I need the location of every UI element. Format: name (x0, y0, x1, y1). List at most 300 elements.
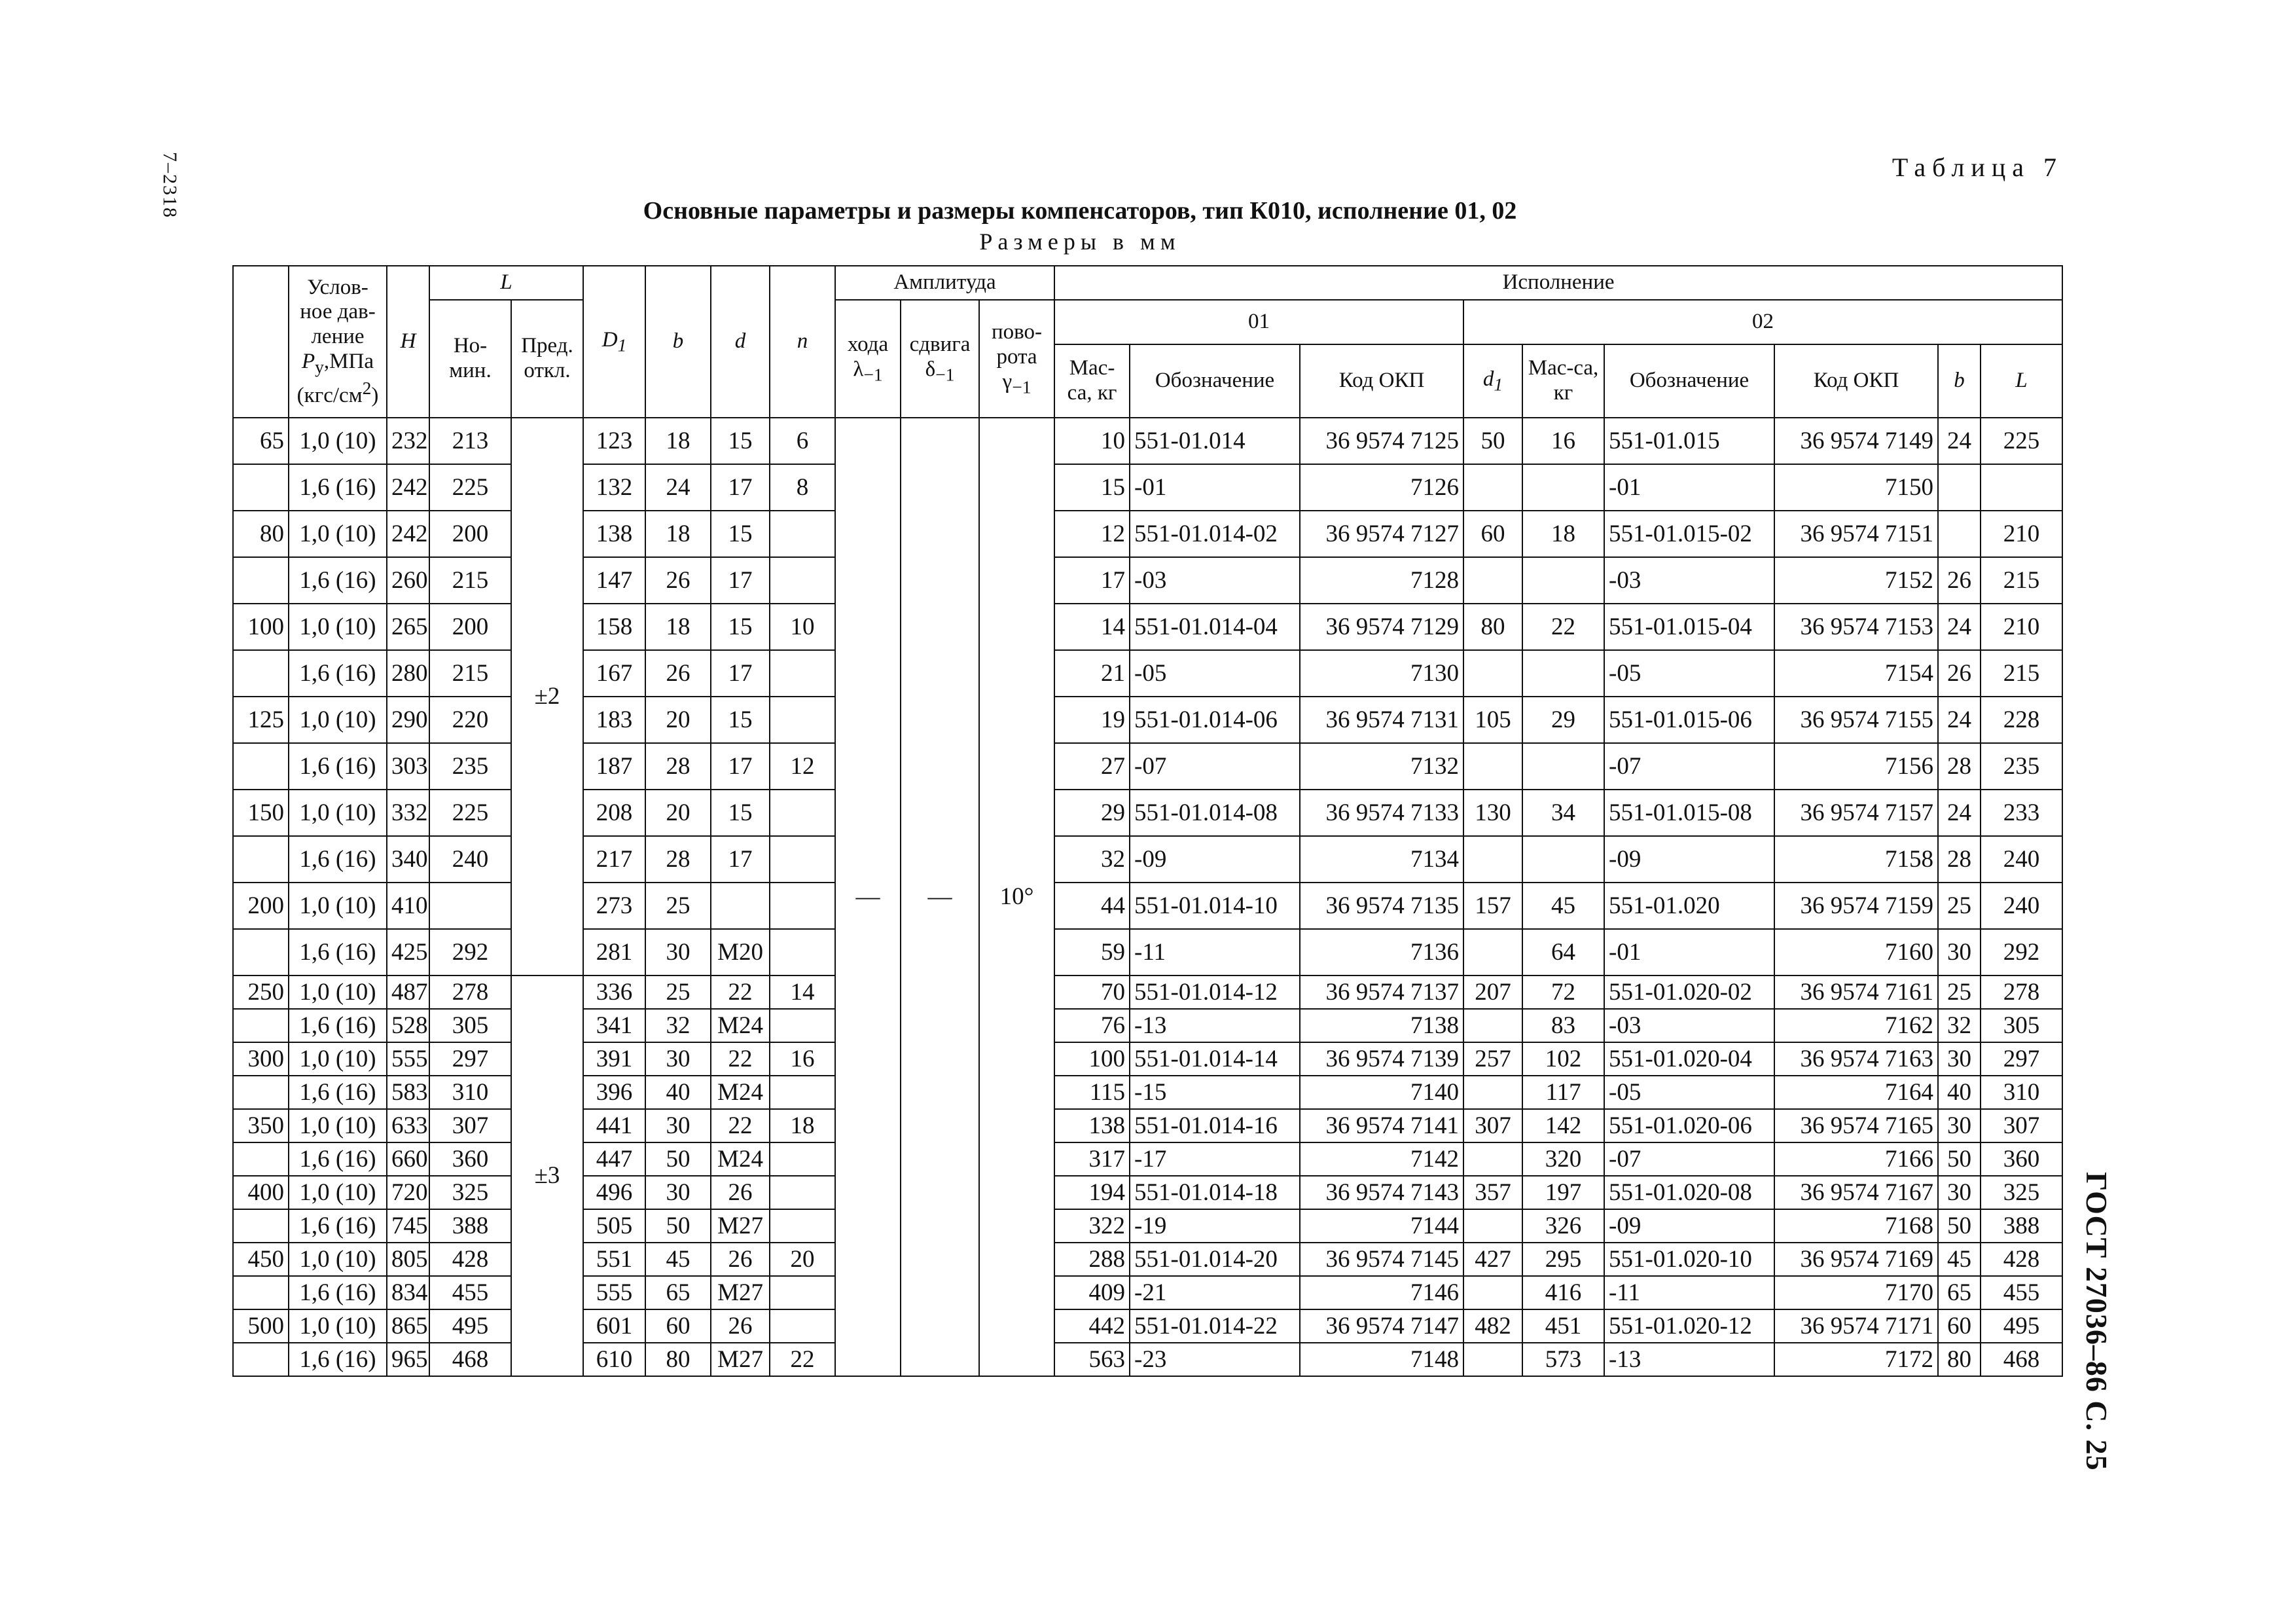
cell-okp1: 36 9574 7137 (1300, 976, 1463, 1009)
cell-des1: 551-01.014-18 (1130, 1176, 1300, 1209)
cell-m1: 15 (1054, 464, 1130, 511)
cell-d1: 167 (583, 650, 645, 697)
cell-m2 (1522, 650, 1604, 697)
cell-l: 468 (429, 1343, 511, 1376)
cell-b: 50 (645, 1142, 711, 1176)
header-designation-02: Обозначение (1604, 344, 1774, 418)
cell-d1: 257 (1463, 1042, 1522, 1076)
cell-d: 22 (711, 976, 770, 1009)
cell-okp2: 7168 (1774, 1209, 1938, 1243)
cell-h: 745 (387, 1209, 429, 1243)
cell-dn (233, 929, 289, 976)
cell-h: 260 (387, 557, 429, 604)
cell-okp2: 36 9574 7155 (1774, 697, 1938, 743)
cell-des2: 551-01.015-06 (1604, 697, 1774, 743)
cell-m1: 138 (1054, 1109, 1130, 1142)
cell-b2: 80 (1938, 1343, 1981, 1376)
cell-b: 30 (645, 1109, 711, 1142)
cell-d: М27 (711, 1343, 770, 1376)
cell-d: 17 (711, 557, 770, 604)
table-row (233, 1176, 2062, 1209)
table-header (233, 266, 2062, 418)
cell-des1: -05 (1130, 650, 1300, 697)
cell-des1: 551-01.014-12 (1130, 976, 1300, 1009)
table-subtitle: Размеры в мм (979, 228, 1181, 255)
cell-l: 200 (429, 604, 511, 650)
cell-m2: 197 (1522, 1176, 1604, 1209)
cell-des1: -19 (1130, 1209, 1300, 1243)
cell-m1: 10 (1054, 418, 1130, 464)
table-label: Таблица 7 (1892, 153, 2063, 182)
cell-turn: 10° (979, 418, 1054, 1376)
cell-b: 18 (645, 418, 711, 464)
cell-d: 17 (711, 650, 770, 697)
cell-l2: 455 (1981, 1276, 2062, 1309)
cell-py: 1,0 (10) (289, 1243, 387, 1276)
cell-des2: 551-01.020-04 (1604, 1042, 1774, 1076)
cell-d: М27 (711, 1209, 770, 1243)
cell-m2: 295 (1522, 1243, 1604, 1276)
cell-py: 1,0 (10) (289, 1042, 387, 1076)
cell-b2: 40 (1938, 1076, 1981, 1109)
cell-d1 (1463, 1276, 1522, 1309)
cell-h: 410 (387, 883, 429, 929)
cell-h: 280 (387, 650, 429, 697)
cell-b: 30 (645, 1176, 711, 1209)
cell-des2: 551-01.020 (1604, 883, 1774, 929)
cell-n (770, 1276, 835, 1309)
cell-des1: -03 (1130, 557, 1300, 604)
cell-d1 (1463, 1209, 1522, 1243)
table-row (233, 464, 2062, 511)
cell-m1: 70 (1054, 976, 1130, 1009)
header-version-01: 01 (1054, 300, 1463, 344)
table-row (233, 1343, 2062, 1376)
cell-py: 1,6 (16) (289, 464, 387, 511)
cell-b: 28 (645, 743, 711, 790)
cell-l2: 360 (1981, 1142, 2062, 1176)
table-row (233, 1042, 2062, 1076)
cell-d: 15 (711, 604, 770, 650)
cell-n (770, 1076, 835, 1109)
cell-l2: 215 (1981, 557, 2062, 604)
table-row (233, 836, 2062, 883)
cell-py: 1,6 (16) (289, 1276, 387, 1309)
cell-py: 1,0 (10) (289, 790, 387, 836)
cell-m2: 416 (1522, 1276, 1604, 1309)
table-row (233, 697, 2062, 743)
header-L2: L (1981, 344, 2062, 418)
cell-d: М27 (711, 1276, 770, 1309)
page-number-left: 7–2318 (159, 152, 181, 219)
table-row (233, 650, 2062, 697)
cell-m2: 16 (1522, 418, 1604, 464)
cell-l: 360 (429, 1142, 511, 1176)
cell-m2 (1522, 743, 1604, 790)
cell-des2: -09 (1604, 1209, 1774, 1243)
cell-b2: 24 (1938, 604, 1981, 650)
cell-py: 1,6 (16) (289, 836, 387, 883)
cell-l2 (1981, 464, 2062, 511)
cell-dn (233, 464, 289, 511)
cell-okp1: 7148 (1300, 1343, 1463, 1376)
standard-reference: ГОСТ 27036–86 С. 25 (2080, 1172, 2113, 1471)
cell-l: 388 (429, 1209, 511, 1243)
cell-py: 1,6 (16) (289, 1142, 387, 1176)
cell-m1: 194 (1054, 1176, 1130, 1209)
table-row (233, 1142, 2062, 1176)
table-row (233, 557, 2062, 604)
cell-des1: -07 (1130, 743, 1300, 790)
cell-okp1: 7146 (1300, 1276, 1463, 1309)
cell-des2: 551-01.015-08 (1604, 790, 1774, 836)
cell-b: 26 (645, 650, 711, 697)
cell-okp1: 36 9574 7147 (1300, 1309, 1463, 1343)
cell-l2: 225 (1981, 418, 2062, 464)
cell-d: М24 (711, 1142, 770, 1176)
cell-h: 265 (387, 604, 429, 650)
cell-l2: 307 (1981, 1109, 2062, 1142)
cell-b2: 32 (1938, 1009, 1981, 1042)
cell-des1: 551-01.014-16 (1130, 1109, 1300, 1142)
cell-h: 555 (387, 1042, 429, 1076)
cell-py: 1,6 (16) (289, 1343, 387, 1376)
cell-d1: 482 (1463, 1309, 1522, 1343)
cell-py: 1,6 (16) (289, 557, 387, 604)
cell-okp1: 7128 (1300, 557, 1463, 604)
header-py: Услов- ное дав- ление $P_у,МПа$ $(кгс/см^2)$ (289, 266, 387, 418)
table-row (233, 1209, 2062, 1243)
table-row (233, 1243, 2062, 1276)
cell-L-deviation-large: ±3 (511, 976, 583, 1376)
cell-des2: -01 (1604, 464, 1774, 511)
cell-b2: 30 (1938, 929, 1981, 976)
cell-des1: -01 (1130, 464, 1300, 511)
cell-n: 20 (770, 1243, 835, 1276)
cell-m2 (1522, 464, 1604, 511)
cell-d (711, 883, 770, 929)
cell-m2: 64 (1522, 929, 1604, 976)
cell-h: 805 (387, 1243, 429, 1276)
cell-d1 (1463, 464, 1522, 511)
cell-d1: 130 (1463, 790, 1522, 836)
cell-l: 200 (429, 511, 511, 557)
cell-dn: 350 (233, 1109, 289, 1142)
cell-des1: 551-01.014-02 (1130, 511, 1300, 557)
header-L: L (429, 266, 583, 300)
cell-m1: 14 (1054, 604, 1130, 650)
cell-okp1: 36 9574 7143 (1300, 1176, 1463, 1209)
cell-d1: 441 (583, 1109, 645, 1142)
cell-okp2: 36 9574 7159 (1774, 883, 1938, 929)
cell-des2: -07 (1604, 1142, 1774, 1176)
cell-d1: 396 (583, 1076, 645, 1109)
cell-l2: 305 (1981, 1009, 2062, 1042)
cell-b: 40 (645, 1076, 711, 1109)
parameters-table (232, 265, 2063, 1377)
cell-d1: 60 (1463, 511, 1522, 557)
cell-m1: 59 (1054, 929, 1130, 976)
cell-m1: 12 (1054, 511, 1130, 557)
table-title: Основные параметры и размеры компенсаторов, тип К010, исполнение 01, 02 (643, 197, 1517, 225)
cell-h: 242 (387, 511, 429, 557)
cell-des2: -09 (1604, 836, 1774, 883)
cell-l: 292 (429, 929, 511, 976)
cell-m1: 288 (1054, 1243, 1130, 1276)
cell-b: 45 (645, 1243, 711, 1276)
cell-py: 1,6 (16) (289, 929, 387, 976)
cell-d1: 217 (583, 836, 645, 883)
cell-d: 17 (711, 743, 770, 790)
cell-okp1: 36 9574 7131 (1300, 697, 1463, 743)
cell-n (770, 557, 835, 604)
cell-d: М24 (711, 1076, 770, 1109)
cell-okp1: 36 9574 7139 (1300, 1042, 1463, 1076)
cell-l2: 388 (1981, 1209, 2062, 1243)
header-D1: $D_1$ (583, 266, 645, 418)
cell-n (770, 1209, 835, 1243)
cell-l: 278 (429, 976, 511, 1009)
cell-b2: 26 (1938, 650, 1981, 697)
cell-des2: -03 (1604, 1009, 1774, 1042)
cell-des1: -09 (1130, 836, 1300, 883)
cell-okp2: 7154 (1774, 650, 1938, 697)
header-okp-01: Код ОКП (1300, 344, 1463, 418)
cell-shift: — (901, 418, 979, 1376)
cell-des2: -05 (1604, 650, 1774, 697)
cell-okp2: 7156 (1774, 743, 1938, 790)
cell-des1: 551-01.014-08 (1130, 790, 1300, 836)
table-row (233, 511, 2062, 557)
header-dn (233, 266, 289, 418)
cell-b2: 50 (1938, 1209, 1981, 1243)
cell-dn (233, 650, 289, 697)
cell-n: 14 (770, 976, 835, 1009)
cell-des2: -11 (1604, 1276, 1774, 1309)
cell-b2: 45 (1938, 1243, 1981, 1276)
cell-py: 1,0 (10) (289, 604, 387, 650)
cell-d1: 281 (583, 929, 645, 976)
cell-d1: 183 (583, 697, 645, 743)
cell-okp2: 36 9574 7153 (1774, 604, 1938, 650)
cell-l: 495 (429, 1309, 511, 1343)
cell-n: 8 (770, 464, 835, 511)
cell-des2: -01 (1604, 929, 1774, 976)
cell-dn (233, 1343, 289, 1376)
cell-l2: 325 (1981, 1176, 2062, 1209)
cell-b: 50 (645, 1209, 711, 1243)
cell-okp2: 7158 (1774, 836, 1938, 883)
cell-okp1: 7142 (1300, 1142, 1463, 1176)
cell-b2: 26 (1938, 557, 1981, 604)
cell-m1: 317 (1054, 1142, 1130, 1176)
cell-d1 (1463, 743, 1522, 790)
cell-d1: 123 (583, 418, 645, 464)
table-row (233, 976, 2062, 1009)
cell-b: 20 (645, 790, 711, 836)
cell-m2: 83 (1522, 1009, 1604, 1042)
cell-d1: 505 (583, 1209, 645, 1243)
header-mass-02: Мас-са, кг (1522, 344, 1604, 418)
cell-d: 22 (711, 1042, 770, 1076)
cell-okp1: 36 9574 7141 (1300, 1109, 1463, 1142)
cell-d1: 132 (583, 464, 645, 511)
cell-n (770, 929, 835, 976)
cell-l: 310 (429, 1076, 511, 1109)
cell-n (770, 511, 835, 557)
table-body (233, 418, 2062, 1376)
cell-l2: 240 (1981, 883, 2062, 929)
table-row (233, 743, 2062, 790)
cell-des1: 551-01.014-14 (1130, 1042, 1300, 1076)
cell-des2: 551-01.020-10 (1604, 1243, 1774, 1276)
cell-okp1: 7134 (1300, 836, 1463, 883)
cell-d1: 341 (583, 1009, 645, 1042)
table-row (233, 1276, 2062, 1309)
cell-n (770, 1009, 835, 1042)
cell-l (429, 883, 511, 929)
cell-b: 25 (645, 883, 711, 929)
cell-h: 633 (387, 1109, 429, 1142)
cell-des1: 551-01.014-10 (1130, 883, 1300, 929)
cell-h: 720 (387, 1176, 429, 1209)
cell-d1 (1463, 929, 1522, 976)
cell-d: 17 (711, 464, 770, 511)
cell-m2: 22 (1522, 604, 1604, 650)
cell-m2 (1522, 836, 1604, 883)
cell-py: 1,6 (16) (289, 650, 387, 697)
header-b2: b (1938, 344, 1981, 418)
cell-d: 26 (711, 1176, 770, 1209)
cell-des1: 551-01.014-22 (1130, 1309, 1300, 1343)
cell-m1: 563 (1054, 1343, 1130, 1376)
cell-l: 297 (429, 1042, 511, 1076)
cell-m1: 44 (1054, 883, 1130, 929)
cell-l2: 278 (1981, 976, 2062, 1009)
header-d1: $d_1$ (1463, 344, 1522, 418)
cell-b2: 50 (1938, 1142, 1981, 1176)
cell-m2: 72 (1522, 976, 1604, 1009)
cell-des2: -05 (1604, 1076, 1774, 1109)
cell-l: 235 (429, 743, 511, 790)
cell-py: 1,0 (10) (289, 1176, 387, 1209)
cell-b: 30 (645, 929, 711, 976)
cell-b2: 25 (1938, 883, 1981, 929)
cell-d1: 307 (1463, 1109, 1522, 1142)
cell-n: 12 (770, 743, 835, 790)
cell-des1: -23 (1130, 1343, 1300, 1376)
cell-okp1: 7138 (1300, 1009, 1463, 1042)
cell-l: 225 (429, 464, 511, 511)
cell-m1: 19 (1054, 697, 1130, 743)
cell-okp1: 36 9574 7133 (1300, 790, 1463, 836)
cell-m2: 18 (1522, 511, 1604, 557)
cell-m2: 117 (1522, 1076, 1604, 1109)
cell-dn (233, 1009, 289, 1042)
cell-m2: 573 (1522, 1343, 1604, 1376)
cell-des1: -15 (1130, 1076, 1300, 1109)
cell-d1: 157 (1463, 883, 1522, 929)
cell-okp2: 36 9574 7149 (1774, 418, 1938, 464)
cell-d1: 273 (583, 883, 645, 929)
cell-l: 225 (429, 790, 511, 836)
cell-okp2: 7172 (1774, 1343, 1938, 1376)
cell-l2: 235 (1981, 743, 2062, 790)
table-row (233, 1076, 2062, 1109)
cell-okp1: 7144 (1300, 1209, 1463, 1243)
cell-des2: 551-01.020-06 (1604, 1109, 1774, 1142)
cell-l2: 228 (1981, 697, 2062, 743)
cell-dn: 300 (233, 1042, 289, 1076)
cell-dn (233, 743, 289, 790)
cell-n (770, 697, 835, 743)
cell-n: 18 (770, 1109, 835, 1142)
cell-b2: 65 (1938, 1276, 1981, 1309)
cell-dn: 65 (233, 418, 289, 464)
cell-okp2: 36 9574 7161 (1774, 976, 1938, 1009)
cell-h: 834 (387, 1276, 429, 1309)
cell-l: 325 (429, 1176, 511, 1209)
cell-l: 220 (429, 697, 511, 743)
cell-okp1: 7126 (1300, 464, 1463, 511)
table-row (233, 604, 2062, 650)
table-row (233, 1309, 2062, 1343)
table-row (233, 929, 2062, 976)
cell-d: М24 (711, 1009, 770, 1042)
cell-des2: -03 (1604, 557, 1774, 604)
cell-d1: 427 (1463, 1243, 1522, 1276)
cell-okp2: 36 9574 7165 (1774, 1109, 1938, 1142)
cell-m2: 320 (1522, 1142, 1604, 1176)
cell-okp1: 36 9574 7125 (1300, 418, 1463, 464)
cell-des2: -13 (1604, 1343, 1774, 1376)
cell-m2: 326 (1522, 1209, 1604, 1243)
table-row (233, 1009, 2062, 1042)
cell-dn: 400 (233, 1176, 289, 1209)
cell-d: 22 (711, 1109, 770, 1142)
cell-d: 17 (711, 836, 770, 883)
cell-okp1: 7140 (1300, 1076, 1463, 1109)
cell-py: 1,0 (10) (289, 511, 387, 557)
cell-py: 1,6 (16) (289, 1209, 387, 1243)
cell-okp2: 7162 (1774, 1009, 1938, 1042)
cell-l2: 210 (1981, 604, 2062, 650)
cell-b: 18 (645, 511, 711, 557)
table-row (233, 790, 2062, 836)
cell-d1 (1463, 1142, 1522, 1176)
cell-b: 20 (645, 697, 711, 743)
cell-d1 (1463, 557, 1522, 604)
cell-okp2: 36 9574 7171 (1774, 1309, 1938, 1343)
cell-m1: 29 (1054, 790, 1130, 836)
cell-py: 1,0 (10) (289, 697, 387, 743)
cell-okp2: 36 9574 7151 (1774, 511, 1938, 557)
cell-l2: 292 (1981, 929, 2062, 976)
header-L-nom: Но-мин. (429, 300, 511, 418)
cell-okp1: 7136 (1300, 929, 1463, 976)
cell-h: 583 (387, 1076, 429, 1109)
cell-n (770, 650, 835, 697)
cell-okp1: 36 9574 7135 (1300, 883, 1463, 929)
cell-des1: -13 (1130, 1009, 1300, 1042)
cell-d1: 80 (1463, 604, 1522, 650)
header-designation-01: Обозначение (1130, 344, 1300, 418)
cell-okp1: 7130 (1300, 650, 1463, 697)
cell-h: 303 (387, 743, 429, 790)
cell-py: 1,6 (16) (289, 1009, 387, 1042)
cell-b2: 24 (1938, 418, 1981, 464)
cell-b2 (1938, 464, 1981, 511)
